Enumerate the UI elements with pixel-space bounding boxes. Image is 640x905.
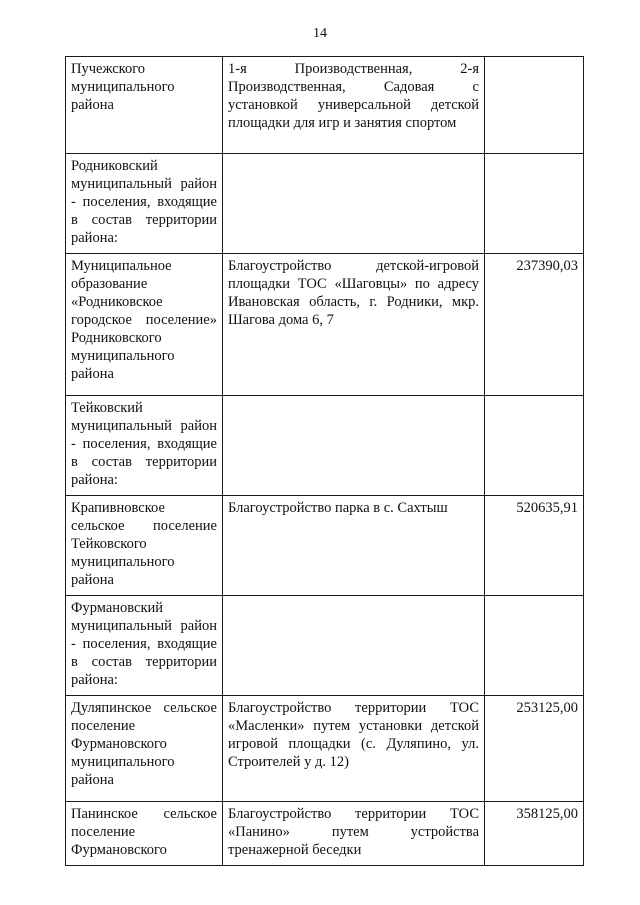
table-row [66, 802, 584, 866]
table-row [66, 154, 584, 254]
amount-cell [485, 57, 584, 154]
amount-cell: 253125,00 [485, 696, 584, 802]
page-number: 14 [313, 26, 327, 41]
amount-cell: 358125,00 [485, 802, 584, 866]
entity-cell: Панинское сельское поселение Фурмановского [66, 802, 223, 866]
amount-cell [485, 396, 584, 496]
description-cell: Благоустройство детской-игровой площадки ТОС «Шаговцы» по адресу Ивановская область, г. Родники, мкр. Шагова дома 6, 7 [223, 254, 485, 396]
table-row [66, 57, 584, 154]
description-cell: Благоустройство парка в с. Сахтыш [223, 496, 485, 596]
description-cell: Благоустройство территории ТОС «Панино» путем устройства тренажерной беседки [223, 802, 485, 866]
table-row [66, 254, 584, 396]
description-cell [223, 154, 485, 254]
entity-cell: Крапивновское сельское поселение Тейковского муниципального района [66, 496, 223, 596]
funding-table [65, 56, 584, 866]
description-cell [223, 596, 485, 696]
entity-cell: Муниципальное образование «Родниковское городское поселение» Родниковского муниципального района [66, 254, 223, 396]
description-cell: Благоустройство территории ТОС «Масленки» путем установки детской игровой площадки (с. Дуляпино, ул. Строителей у д. 12) [223, 696, 485, 802]
entity-cell: Тейковский муниципальный район - поселения, входящие в состав территории района: [66, 396, 223, 496]
table-row [66, 696, 584, 802]
table-row [66, 596, 584, 696]
description-cell [223, 396, 485, 496]
amount-cell [485, 596, 584, 696]
amount-cell [485, 154, 584, 254]
table-row [66, 396, 584, 496]
entity-cell: Дуляпинское сельское поселение Фурмановского муниципального района [66, 696, 223, 802]
entity-cell: Пучежского муниципального района [66, 57, 223, 154]
table-row [66, 496, 584, 596]
entity-cell: Фурмановский муниципальный район - поселения, входящие в состав территории района: [66, 596, 223, 696]
description-cell: 1-я Производственная, 2-я Производственная, Садовая с установкой универсальной детской площадки для игр и занятия спортом [223, 57, 485, 154]
entity-cell: Родниковский муниципальный район - поселения, входящие в состав территории района: [66, 154, 223, 254]
amount-cell: 237390,03 [485, 254, 584, 396]
amount-cell: 520635,91 [485, 496, 584, 596]
